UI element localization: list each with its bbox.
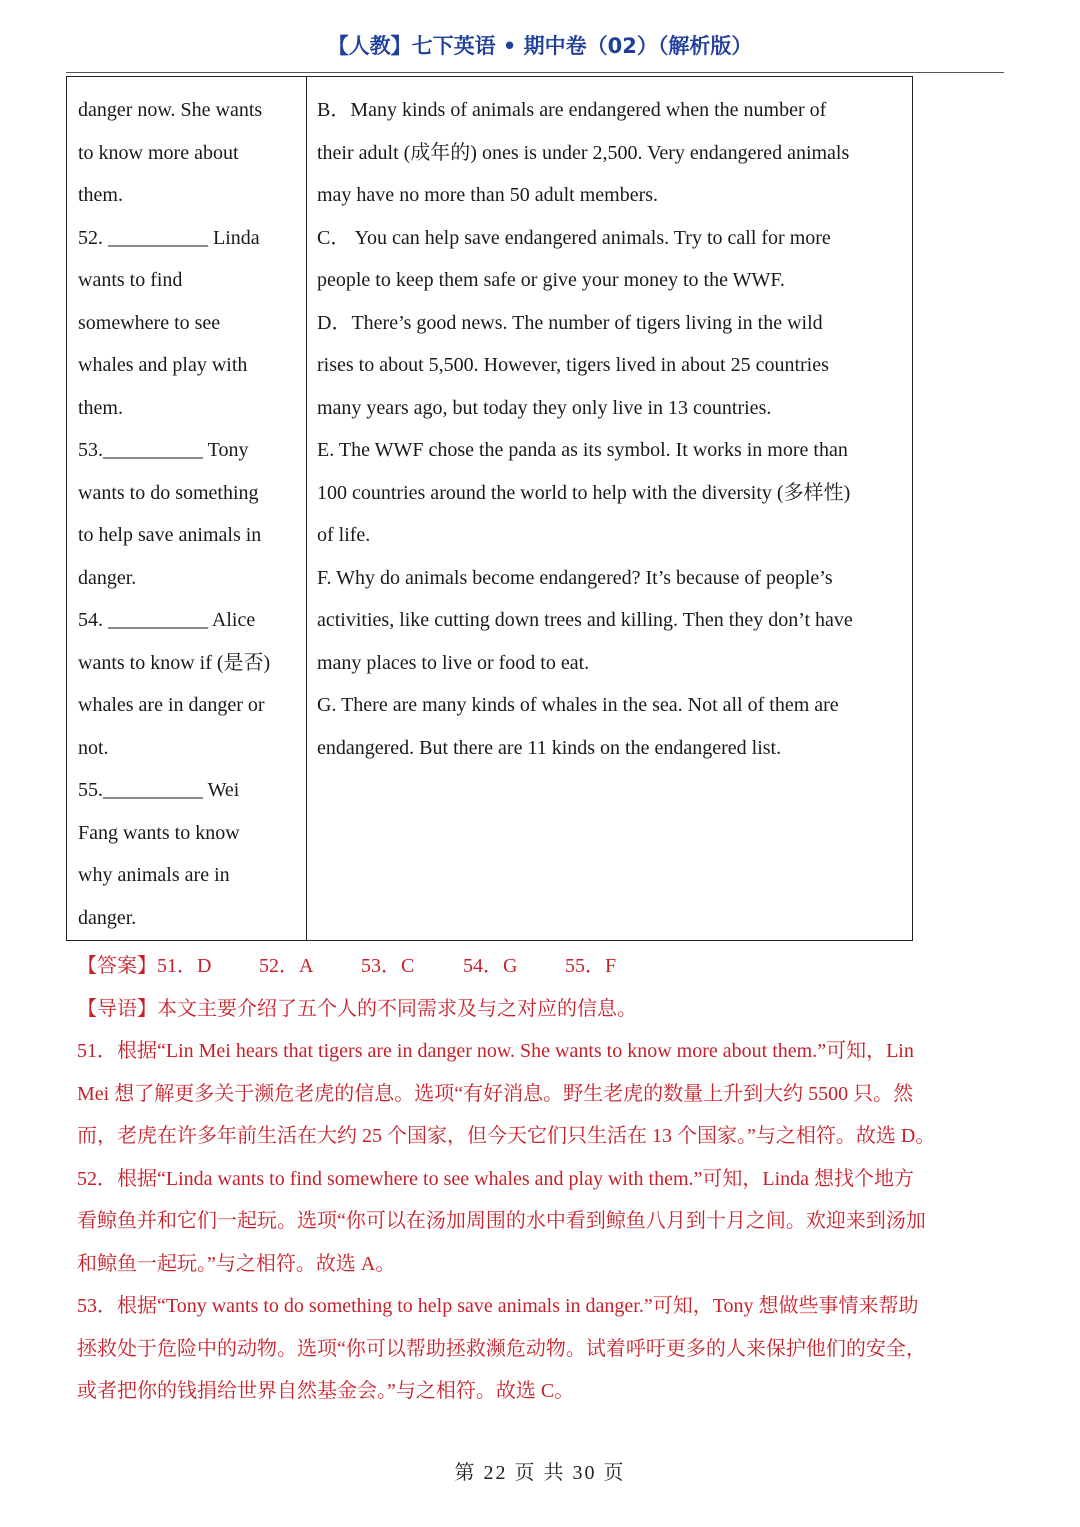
option-text-line: their adult (成年的) ones is under 2,500. Very endangered animals: [317, 141, 850, 164]
explanation-line: 【导语】本文主要介绍了五个人的不同需求及与之对应的信息。: [77, 997, 637, 1020]
question-text-line: somewhere to see: [78, 311, 221, 334]
option-text-line: 100 countries around the world to help with the diversity (多样性): [317, 481, 851, 504]
answer-item: 53．C: [361, 955, 415, 977]
question-text-line: wants to find: [78, 269, 183, 291]
matching-table: [66, 76, 913, 941]
option-text-line: F. Why do animals become endangered? It’s because of people’s: [317, 566, 833, 589]
answer-explanation-section: [77, 945, 1007, 1413]
option-text-line: many years ago, but today they only live in 13 countries.: [317, 396, 772, 419]
option-text-line: of life.: [317, 524, 371, 546]
question-text-line: why animals are in: [78, 864, 230, 886]
explanation-line: 拯救处于危险中的动物。选项“你可以帮助拯救濒危动物。试着呼吁更多的人来保护他们的安全，: [77, 1337, 926, 1360]
question-text-line: 54. __________ Alice: [78, 609, 256, 631]
explanation-line: 或者把你的钱捐给世界自然基金会。”与之相符。故选 C。: [77, 1380, 575, 1402]
page-header-title: 【人教】七下英语 • 期中卷（02）（解析版）: [327, 34, 753, 58]
question-text-line: danger now. She wants: [78, 99, 263, 121]
answer-item: 54．G: [463, 955, 518, 977]
question-text-line: to help save animals in: [78, 524, 262, 546]
question-text-line: 55.__________ Wei: [78, 779, 240, 801]
option-text-line: endangered. But there are 11 kinds on the endangered list.: [317, 736, 782, 759]
option-text-line: D．There’s good news. The number of tigers living in the wild: [317, 311, 823, 334]
option-text-line: activities, like cutting down trees and killing. Then they don’t have: [317, 609, 853, 631]
explanation-line: 看鲸鱼并和它们一起玩。选项“你可以在汤加周围的水中看到鲸鱼八月到十月之间。欢迎来到汤加: [77, 1210, 926, 1232]
questions-column: [67, 77, 307, 940]
answer-item: 51．D: [157, 955, 212, 977]
question-text-line: to know more about: [78, 141, 239, 164]
question-text-line: them.: [78, 184, 123, 206]
option-text-line: E. The WWF chose the panda as its symbol. It works in more than: [317, 439, 848, 461]
option-text-line: people to keep them safe or give your money to the WWF.: [317, 269, 785, 291]
answer-item: 52．A: [259, 955, 314, 977]
answer-label: 【答案】: [77, 955, 157, 977]
question-text-line: danger.: [78, 906, 137, 929]
explanation-line: 52．根据“Linda wants to find somewhere to see whales and play with them.”可知，Linda 想找个地方: [77, 1167, 915, 1190]
question-text-line: 53.__________ Tony: [78, 439, 249, 461]
explanation-line: 而，老虎在许多年前生活在大约 25 个国家，但今天它们只生活在 13 个国家。”与之相符。故选 D。: [77, 1125, 936, 1147]
explanation-lines: [77, 988, 1007, 1413]
question-text-line: them.: [78, 396, 123, 419]
option-text-line: C． You can help save endangered animals. Try to call for more: [317, 226, 831, 249]
explanation-line: 和鲸鱼一起玩。”与之相符。故选 A。: [77, 1252, 396, 1275]
question-text-line: danger.: [78, 566, 137, 589]
explanation-line: Mei 想了解更多关于濒危老虎的信息。选项“有好消息。野生老虎的数量上升到大约 5500 只。然: [77, 1082, 914, 1105]
option-text-line: many places to live or food to eat.: [317, 651, 590, 674]
question-text-line: wants to do something: [78, 481, 259, 504]
question-text-line: not.: [78, 736, 109, 759]
answer-key-line: [77, 945, 1007, 988]
question-text-line: wants to know if (是否): [78, 651, 271, 674]
option-text-line: B．Many kinds of animals are endangered when the number of: [317, 99, 827, 121]
answer-item: 55．F: [565, 955, 617, 977]
explanation-line: 53．根据“Tony wants to do something to help save animals in danger.”可知，Tony 想做些事情来帮助: [77, 1295, 919, 1317]
option-text-line: G. There are many kinds of whales in the sea. Not all of them are: [317, 694, 839, 716]
question-text-line: whales are in danger or: [78, 694, 265, 716]
option-text-line: may have no more than 50 adult members.: [317, 184, 659, 206]
explanation-line: 51．根据“Lin Mei hears that tigers are in danger now. She wants to know more about them.”可知，Lin: [77, 1040, 914, 1062]
question-text-line: Fang wants to know: [78, 821, 240, 844]
question-text-line: whales and play with: [78, 354, 248, 376]
question-text-line: 52. __________ Linda: [78, 226, 260, 249]
option-text-line: rises to about 5,500. However, tigers lived in about 25 countries: [317, 354, 829, 376]
header-divider: [66, 72, 1004, 73]
options-column: [307, 77, 912, 940]
page-number-footer: 第 22 页 共 30 页: [454, 1462, 626, 1484]
